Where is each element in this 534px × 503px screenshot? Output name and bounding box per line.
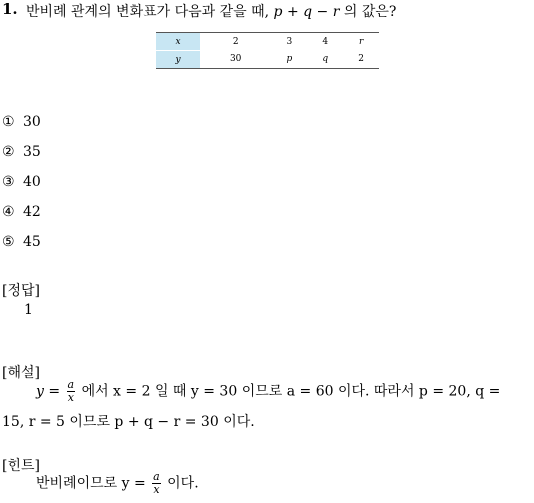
explanation-line-2: 15, r = 5 이므로 p + q − r = 30 이다.	[2, 414, 255, 430]
choice-marker: ②	[2, 144, 15, 160]
table-cell: q	[307, 51, 343, 69]
table-cell: 2	[343, 51, 379, 69]
hint-post: 이다.	[167, 475, 199, 492]
fraction	[152, 471, 161, 496]
explanation-post: 에서 x = 2 일 때 y = 30 이므로 a = 60 이다. 따라서 p = 20, q =	[81, 383, 501, 400]
table-cell: p	[271, 51, 307, 69]
choice-value: 40	[23, 174, 41, 190]
question-math: p + q − r	[273, 4, 340, 20]
fraction-numerator: a	[153, 470, 160, 483]
fraction-denominator: x	[67, 391, 74, 404]
table-cell: 4	[307, 33, 343, 51]
fraction-numerator: a	[67, 378, 75, 391]
choice-value: 35	[23, 144, 41, 160]
choice-3[interactable]	[2, 174, 41, 190]
answer-value: 1	[24, 302, 33, 318]
choice-marker: ④	[2, 204, 15, 220]
choice-5[interactable]	[2, 234, 41, 250]
explanation-line-1	[36, 379, 500, 404]
explanation-label: [해설]	[2, 365, 40, 381]
hint-line	[36, 471, 199, 496]
choice-1[interactable]	[2, 114, 41, 130]
question-number: 1.	[2, 0, 18, 18]
table-cell: 3	[271, 33, 307, 51]
choice-4[interactable]	[2, 204, 41, 220]
fraction-denominator: x	[153, 483, 160, 496]
fraction	[67, 379, 76, 404]
table-row	[156, 51, 379, 69]
table-cell: 30	[200, 51, 271, 69]
choice-marker: ③	[2, 174, 15, 190]
variation-table	[156, 32, 379, 69]
question-text	[26, 1, 396, 21]
table-cell: 2	[200, 33, 271, 51]
table-cell: r	[343, 33, 379, 51]
choice-value: 42	[23, 204, 41, 220]
choice-value: 30	[23, 114, 41, 130]
hint-pre: 반비례이므로 y =	[36, 475, 146, 492]
choice-marker: ①	[2, 114, 15, 130]
question-text-before: 반비례 관계의 변화표가 다음과 같을 때,	[26, 4, 274, 20]
choice-value: 45	[23, 234, 41, 250]
question-text-after: 의 값은?	[339, 4, 397, 20]
hint-label: [힌트]	[2, 458, 40, 474]
explanation-pre: y =	[36, 383, 61, 400]
answer-label: [정답]	[2, 283, 40, 299]
table-row	[156, 33, 379, 51]
choice-2[interactable]	[2, 144, 41, 160]
table-header-y: y	[156, 51, 200, 69]
table-header-x: x	[156, 33, 200, 51]
choice-marker: ⑤	[2, 234, 15, 250]
